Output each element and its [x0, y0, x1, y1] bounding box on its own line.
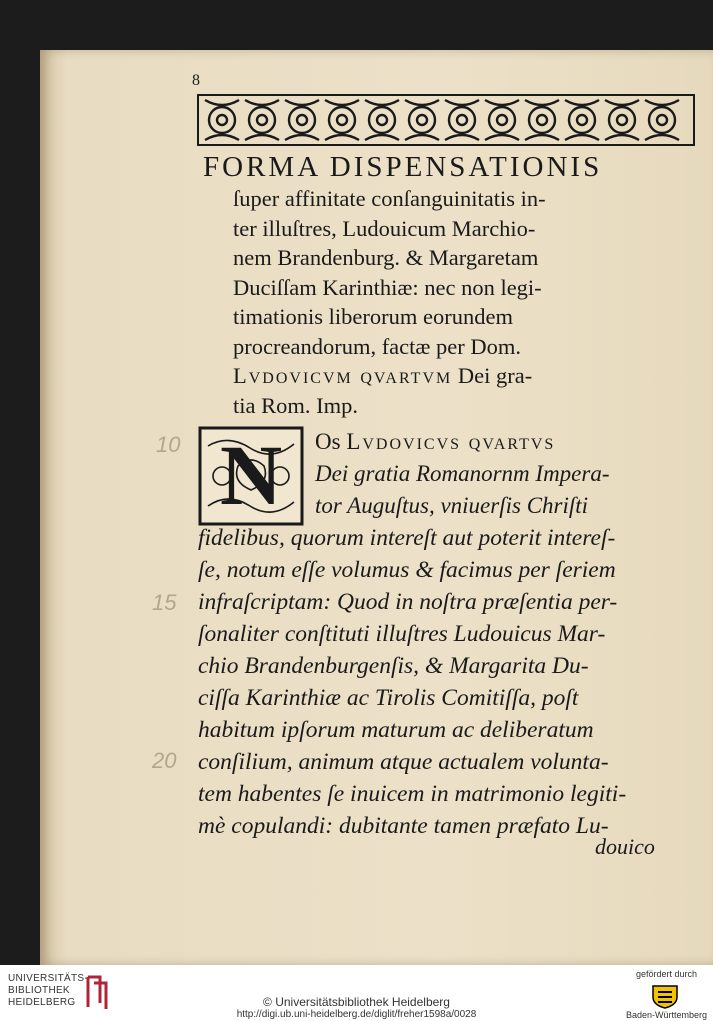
- body-line: infraſcriptam: Quod in noſtra præſentia per-: [198, 589, 618, 615]
- catchword: douico: [595, 834, 655, 859]
- heading-line: [233, 361, 673, 391]
- heading-line: tia Rom. Imp.: [233, 392, 358, 418]
- state-crest-icon: [650, 983, 680, 1009]
- body-line: conſilium, animum atque actualem volunta-: [198, 749, 609, 775]
- body-line: ciſſa Karinthiæ ac Tirolis Comitiſſa, poſt: [198, 685, 579, 711]
- body-indented-line: Dei gratia Romanornm Impera-: [315, 461, 610, 486]
- state-label: Baden-Württemberg: [625, 1010, 708, 1020]
- body-line: fidelibus, quorum intereſt aut poterit intereſ-: [198, 525, 616, 551]
- heading-line: nem Brandenburg. & Margaretam: [233, 245, 539, 270]
- library-logo-text[interactable]: [8, 973, 88, 1009]
- body-smallcaps: Lvdovicvs qvartvs: [346, 429, 556, 454]
- library-line: HEIDELBERG: [8, 997, 76, 1008]
- library-line: UNIVERSITÄTS-: [8, 973, 89, 984]
- heading-line: Duciſſam Karinthiæ: nec non legi-: [233, 274, 542, 300]
- body-first-line: [315, 426, 555, 458]
- decorated-initial: [198, 426, 304, 526]
- heading-block: [203, 150, 673, 420]
- footer-credits: [200, 995, 513, 1021]
- body-line: chio Brandenburgenſis, & Margarita Du-: [198, 653, 589, 679]
- copyright-text: © Universitätsbibliothek Heidelberg: [263, 995, 450, 1009]
- body-line: ſe, notum eſſe volumus & facimus per ſeriem: [198, 557, 616, 583]
- body-line: habitum ipſorum maturum ac deliberatum: [198, 717, 594, 743]
- body-first-lead: Os: [315, 429, 347, 454]
- ornamental-headpiece: [197, 94, 695, 146]
- margin-line-number: 10: [156, 432, 181, 457]
- heading-title: FORMA DISPENSATIONIS: [203, 151, 603, 183]
- library-logo-icon[interactable]: [84, 973, 112, 1011]
- book-page: [40, 50, 713, 965]
- heading-line-rest: Dei gra-: [452, 363, 533, 388]
- viewer-footer: [0, 965, 713, 1021]
- margin-line-number: 15: [152, 590, 177, 615]
- sponsor-block[interactable]: [620, 969, 713, 1021]
- body-line: mè copulandi: dubitante tamen præfato Lu-: [198, 813, 609, 839]
- library-line: BIBLIOTHEK: [8, 985, 70, 996]
- permalink-url[interactable]: http://digi.ub.uni-heidelberg.de/diglit/freher1598a/0028: [236, 1009, 477, 1020]
- heading-line: ſuper affinitate conſanguinitatis in-: [233, 186, 546, 211]
- drop-cap-letter: N: [219, 427, 283, 523]
- heading-line: ter illuſtres, Ludouicum Marchio-: [233, 215, 536, 241]
- body-indented-line: tor Auguſtus, vniuerſis Chriſti: [315, 493, 589, 518]
- body-line: ſonaliter conſtituti illuſtres Ludouicus Mar-: [198, 621, 606, 647]
- heading-smallcaps: Lvdovicvm qvartvm: [233, 363, 453, 388]
- sponsor-label: gefördert durch: [635, 969, 698, 979]
- heading-line: timationis liberorum eorundem: [233, 304, 513, 329]
- heading-line: procreandorum, factæ per Dom.: [233, 333, 522, 359]
- body-line: tem habentes ſe inuicem in matrimonio legiti-: [198, 781, 627, 807]
- margin-line-number: 20: [152, 748, 177, 773]
- page-number: 8: [192, 72, 200, 89]
